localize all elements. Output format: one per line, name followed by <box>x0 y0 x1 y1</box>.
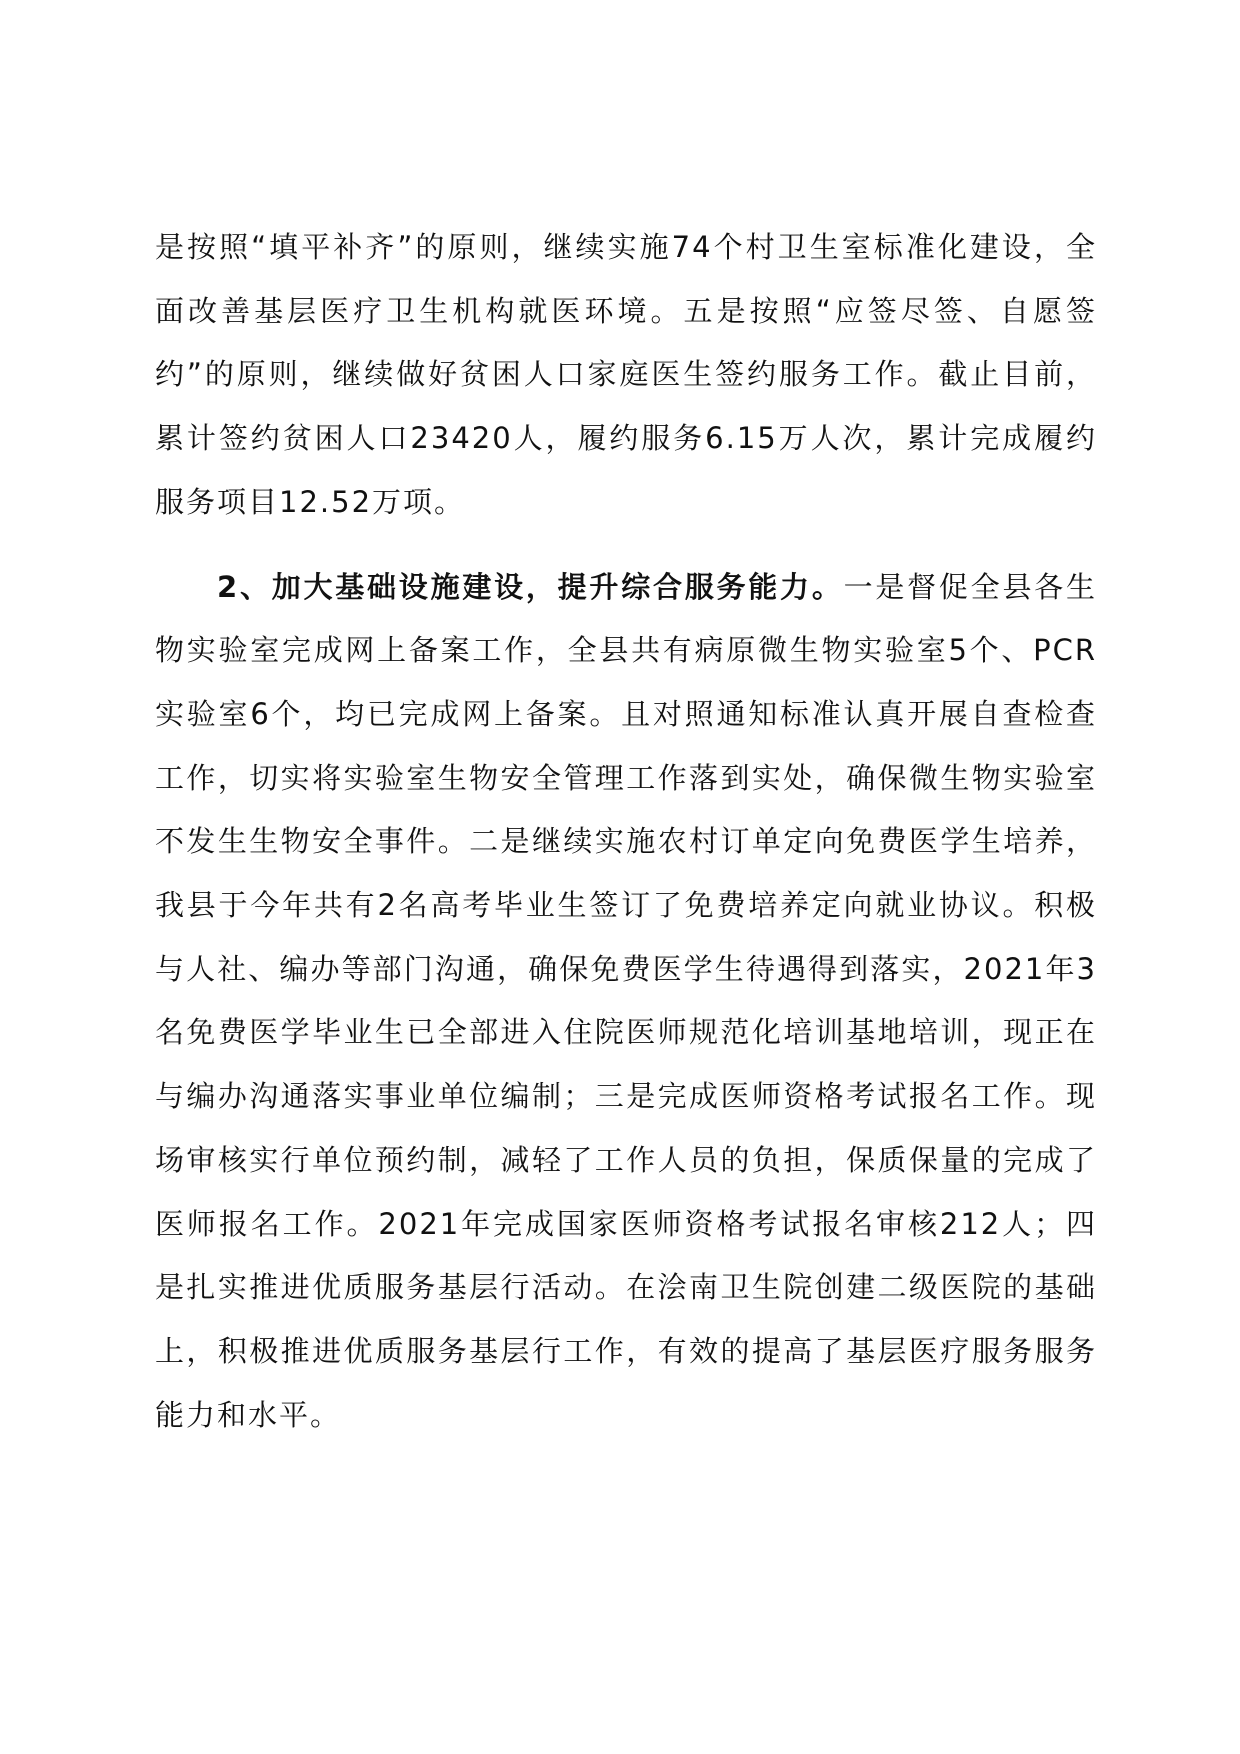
document-body <box>155 216 1097 1447</box>
paragraph-text: 是按照“填平补齐”的原则，继续实施74个村卫生室标准化建设，全面改善基层医疗卫生机构就医环境。五是按照“应签尽签、自愿签约”的原则，继续做好贫困人口家庭医生签约服务工作。截止目前，累计签约贫困人口23420人，履约服务6.15万人次，累计完成履约服务项目12.52万项。 <box>155 230 1097 519</box>
paragraph-text: 一是督促全县各生物实验室完成网上备案工作，全县共有病原微生物实验室5个、PCR实验室6个，均已完成网上备案。且对照通知标准认真开展自查检查工作，切实将实验室生物安全管理工作落到实处，确保微生物实验室不发生生物安全事件。二是继续实施农村订单定向免费医学生培养，我县于今年共有2名高考毕业生签订了免费培养定向就业协议。积极与人社、编办等部门沟通，确保免费医学生待遇得到落实，2021年3名免费医学毕业生已全部进入住院医师规范化培训基地培训，现正在与编办沟通落实事业单位编制；三是完成医师资格考试报名工作。现场审核实行单位预约制，减轻了工作人员的负担，保质保量的完成了医师报名工作。2021年完成国家医师资格考试报名审核212人；四是扎实推进优质服务基层行活动。在浍南卫生院创建二级医院的基础上，积极推进优质服务基层行工作，有效的提高了基层医疗服务服务能力和水平。 <box>155 569 1097 1432</box>
paragraph-infrastructure <box>155 556 1097 1448</box>
paragraph-continuation <box>155 216 1097 535</box>
section-heading: 2、加大基础设施建设，提升综合服务能力。 <box>217 569 844 604</box>
